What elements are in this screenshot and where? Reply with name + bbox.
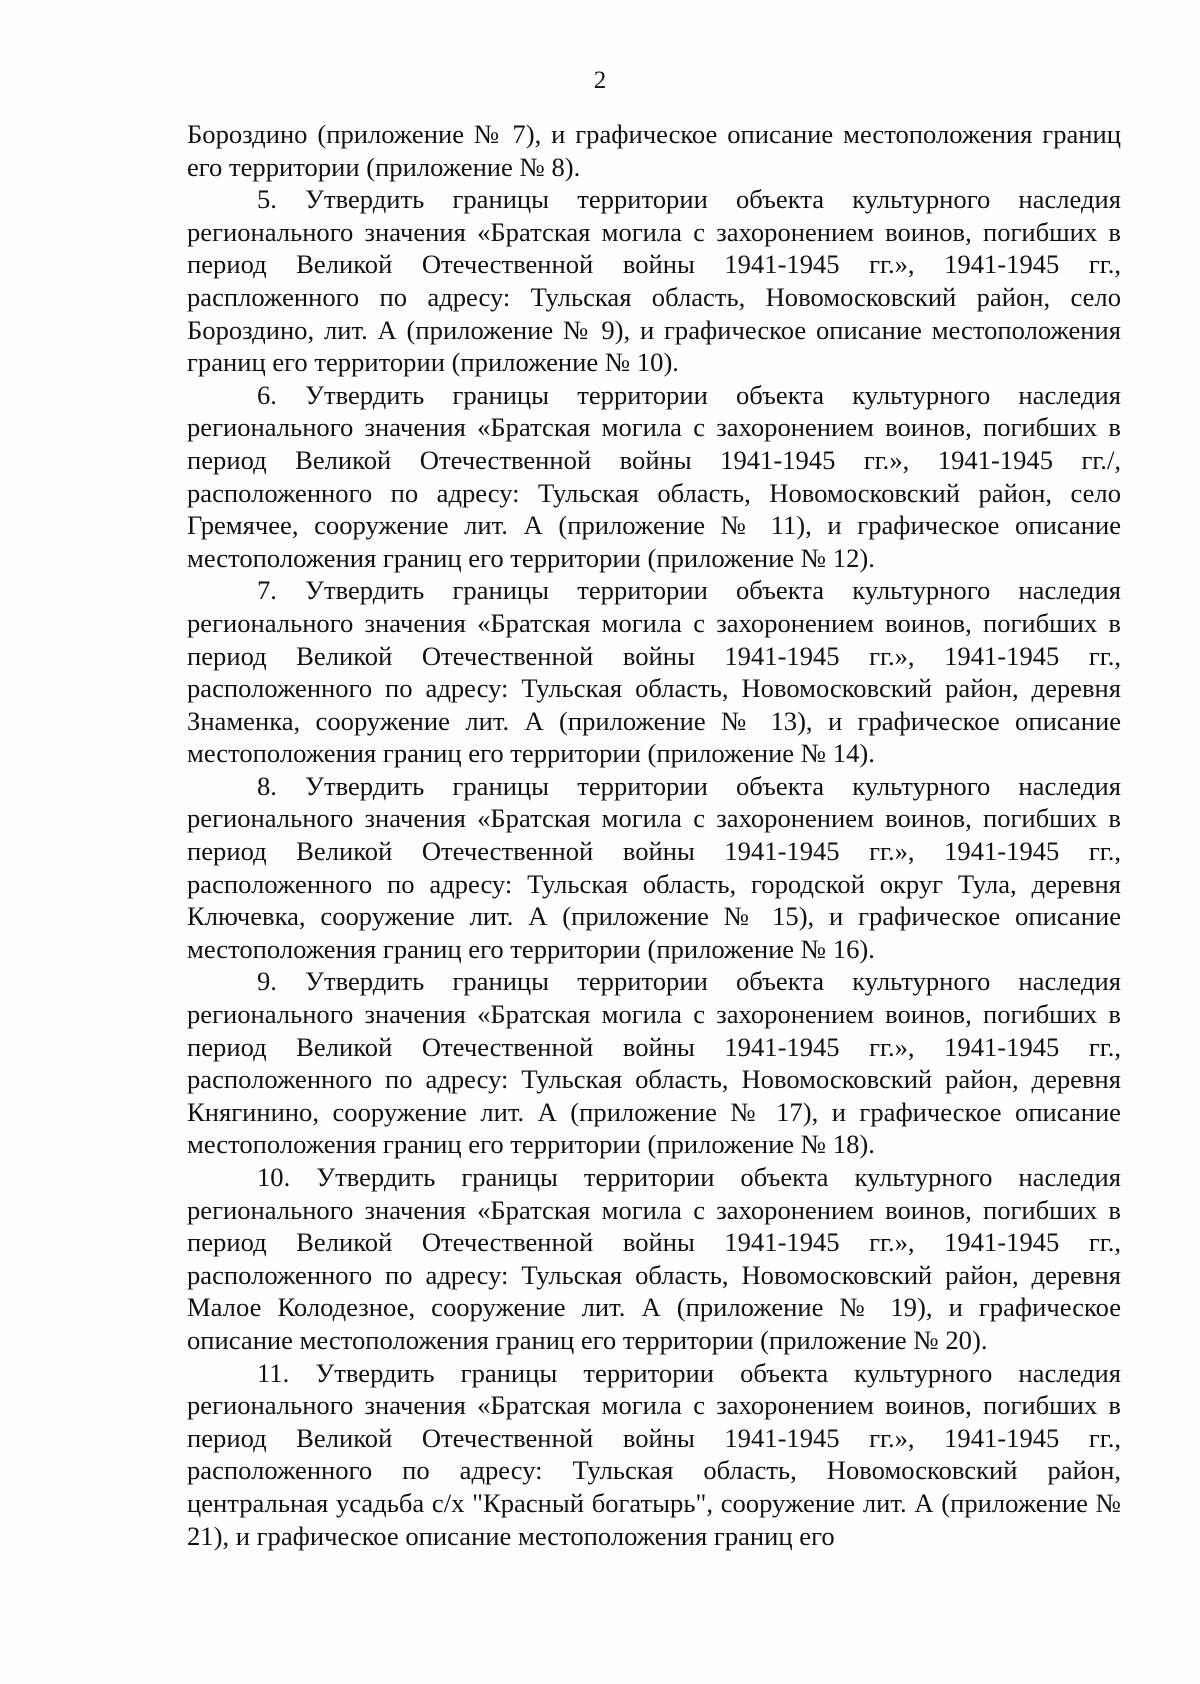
paragraph-number: 11. bbox=[257, 1357, 290, 1388]
paragraph-number: 10. bbox=[257, 1162, 291, 1192]
paragraph-number: 9. bbox=[257, 966, 277, 997]
paragraph-text: Бороздино (приложение № 7), и графическое описание местоположения границ его территории (приложение № 8). bbox=[187, 119, 1121, 182]
paragraph-text: Утвердить границы территории объекта культурного наследия регионального значения «Братская могила с захоронением воинов, погибших в период Великой Отечественной войны 1941-1945 гг.», 1941-1945 гг., расположенного по адресу: Тульская область, городской округ Тула, деревня Ключевка, сооружение лит. А (приложение № 15), и графическое описание местоположения границ его территории (приложение № 16). bbox=[187, 770, 1121, 964]
paragraph-number: 5. bbox=[257, 184, 277, 215]
paragraph-text: Утвердить границы территории объекта культурного наследия регионального значения «Братская могила с захоронением воинов, погибших в период Великой Отечественной войны 1941-1945 гг.», 1941-1945 гг., расположенного по адресу: Тульская область, Новомосковский район, деревня Малое Колодезное, сооружение лит. А (приложение № 19), и графическое описание местоположения границ его территории (приложение № 20). bbox=[187, 1162, 1121, 1355]
paragraph-continuation bbox=[187, 118, 1121, 183]
paragraph-item-8 bbox=[187, 770, 1121, 966]
paragraph-number: 7. bbox=[257, 575, 277, 606]
document-body bbox=[187, 118, 1121, 1552]
paragraph-text: Утвердить границы территории объекта культурного наследия регионального значения «Братская могила с захоронением воинов, погибших в период Великой Отечественной войны 1941-1945 гг.», 1941-1945 гг., расположенного по адресу: Тульская область, Новомосковский район, деревня Знаменка, сооружение лит. А (приложение № 13), и графическое описание местоположения границ его территории (приложение № 14). bbox=[187, 575, 1121, 769]
paragraph-item-7 bbox=[187, 574, 1121, 770]
paragraph-text: Утвердить границы территории объекта культурного наследия регионального значения «Братская могила с захоронением воинов, погибших в период Великой Отечественной войны 1941-1945 гг.», 1941-1945 гг., распложенного по адресу: Тульская область, Новомосковский район, село Бороздино, лит. А (приложение № 9), и графическое описание местоположения границ его территории (приложение № 10). bbox=[187, 184, 1121, 378]
paragraph-item-9 bbox=[187, 965, 1121, 1161]
paragraph-text: Утвердить границы территории объекта культурного наследия регионального значения «Братская могила с захоронением воинов, погибших в период Великой Отечественной войны 1941-1945 гг.», 1941-1945 гг., расположенного по адресу: Тульская область, Новомосковский район, деревня Княгинино, сооружение лит. А (приложение № 17), и графическое описание местоположения границ его территории (приложение № 18). bbox=[187, 966, 1121, 1160]
paragraph-item-11 bbox=[187, 1357, 1121, 1553]
paragraph-text: Утвердить границы территории объекта культурного наследия регионального значения «Братская могила с захоронением воинов, погибших в период Великой Отечественной войны 1941-1945 гг.», 1941-1945 гг./, расположенного по адресу: Тульская область, Новомосковский район, село Гремячее, сооружение лит. А (приложение № 11), и графическое описание местоположения границ его территории (приложение № 12). bbox=[187, 379, 1121, 573]
paragraph-item-6 bbox=[187, 379, 1121, 575]
paragraph-item-10 bbox=[187, 1161, 1121, 1357]
paragraph-item-5 bbox=[187, 183, 1121, 379]
page-number: 2 bbox=[593, 67, 607, 94]
paragraph-number: 6. bbox=[257, 379, 277, 410]
paragraph-text: Утвердить границы территории объекта культурного наследия регионального значения «Братская могила с захоронением воинов, погибших в период Великой Отечественной войны 1941-1945 гг.», 1941-1945 гг., расположенного по адресу: Тульская область, Новомосковский район, центральная усадьба с/х "Красный богатырь", сооружение лит. А (приложение № 21), и графическое описание местоположения границ его bbox=[187, 1357, 1121, 1551]
paragraph-number: 8. bbox=[257, 770, 277, 801]
